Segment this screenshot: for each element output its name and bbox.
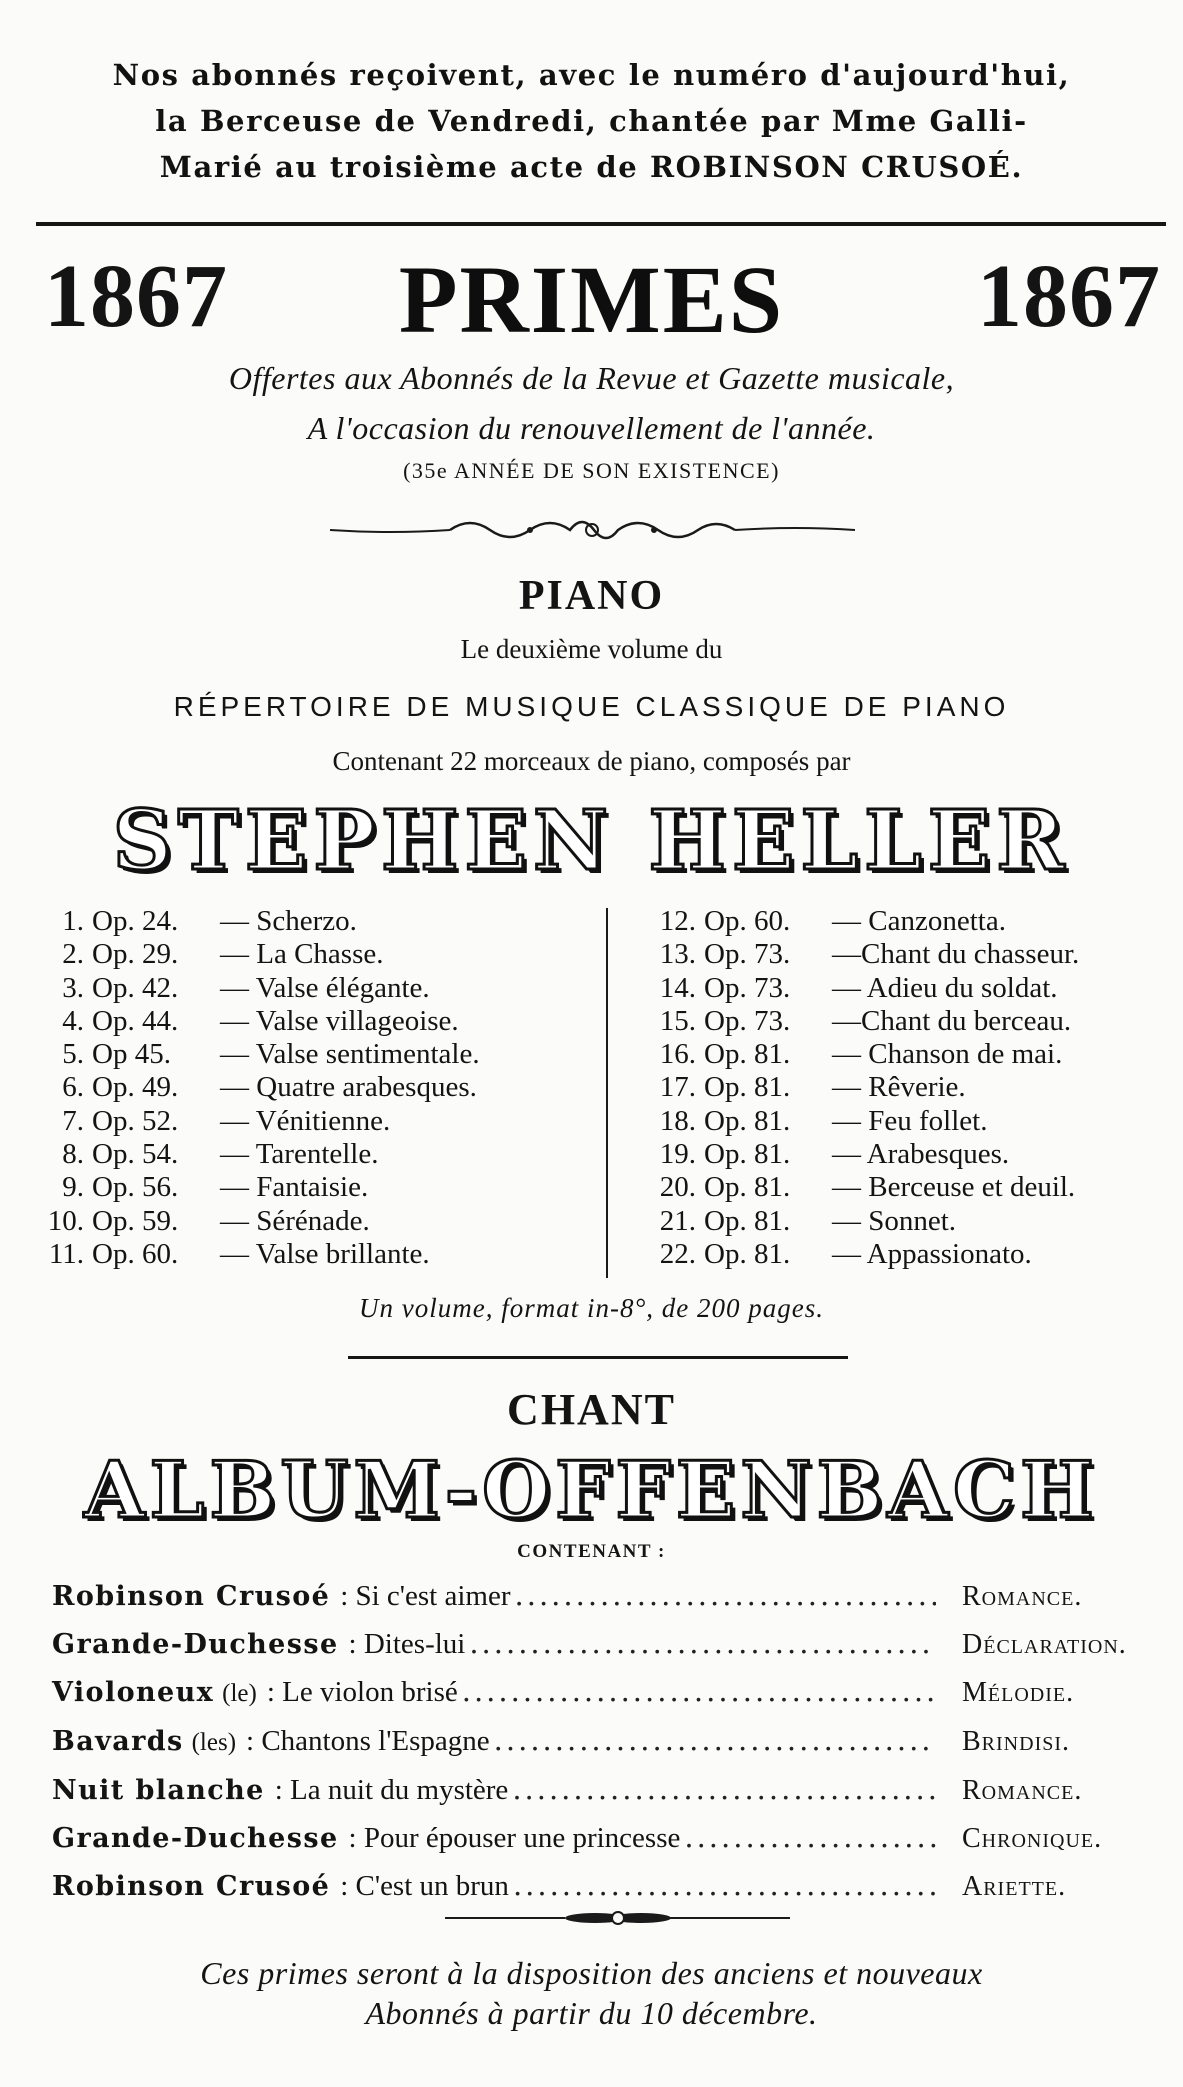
dot-leader	[490, 1717, 936, 1763]
piece-opus: Op. 81.	[704, 1204, 791, 1237]
song-title: : Si c'est aimer	[340, 1580, 511, 1612]
piece-title: — Scherzo.	[220, 905, 357, 937]
list-item	[40, 1038, 480, 1071]
list-item	[40, 938, 480, 971]
piece-number: 10.	[47, 1204, 84, 1237]
piece-title: — Rêverie.	[832, 1071, 966, 1104]
song-genre: Romance.	[962, 1581, 1083, 1612]
song-genre: Déclaration.	[962, 1629, 1127, 1660]
piece-number: 12.	[659, 905, 696, 937]
piece-number: 9.	[62, 1171, 84, 1204]
dot-leader	[465, 1620, 936, 1666]
song-opera: Robinson Crusoé	[52, 1581, 331, 1612]
list-item	[52, 1814, 1152, 1862]
list-item	[52, 1572, 1152, 1620]
piece-title: — Canzonetta.	[832, 905, 1006, 937]
composer-name: STEPHEN HELLER	[112, 793, 1071, 889]
piece-title: —Chant du chasseur.	[832, 938, 1080, 971]
list-item	[40, 1238, 480, 1271]
piece-number: 7.	[62, 1104, 84, 1137]
list-item	[652, 1038, 1079, 1071]
piece-number: 19.	[659, 1138, 696, 1171]
piece-opus: Op. 52.	[92, 1104, 179, 1137]
list-item	[40, 1005, 480, 1038]
piece-title: — La Chasse.	[220, 938, 384, 971]
list-item	[40, 1171, 480, 1204]
song-opera: Robinson Crusoé	[52, 1871, 331, 1902]
dot-leader	[509, 1862, 936, 1908]
song-opera: Nuit blanche	[52, 1775, 265, 1806]
contenant-label: CONTENANT :	[517, 1541, 666, 1562]
list-item	[52, 1717, 1152, 1766]
list-item	[40, 1205, 480, 1238]
list-item	[52, 1620, 1152, 1668]
list-item	[52, 1668, 1152, 1717]
piano-heading: PIANO	[518, 573, 665, 619]
piece-opus: Op. 44.	[92, 1004, 179, 1037]
footer-line-1: Ces primes seront à la disposition des anciens et nouveaux	[200, 1955, 983, 1991]
songs-list	[52, 1572, 1152, 1910]
list-item	[652, 1171, 1079, 1204]
dot-leader	[458, 1668, 936, 1714]
pieces-list-left	[40, 905, 480, 1271]
piece-title: — Adieu du soldat.	[832, 971, 1058, 1004]
piece-opus: Op. 81.	[704, 1237, 791, 1270]
list-item	[40, 1105, 480, 1138]
piece-opus: Op. 81.	[704, 1104, 791, 1137]
piece-opus: Op. 49.	[92, 1071, 179, 1104]
list-item	[652, 1205, 1079, 1238]
song-title: : La nuit du mystère	[274, 1774, 509, 1806]
column-divider	[606, 908, 608, 1278]
piece-number: 4.	[62, 1004, 84, 1037]
year-left: 1867	[44, 247, 228, 346]
piece-title: — Vénitienne.	[220, 1104, 391, 1137]
piece-title: — Feu follet.	[832, 1104, 988, 1137]
section-rule	[348, 1356, 848, 1359]
piece-title: — Valse sentimentale.	[220, 1038, 480, 1071]
volume-format: Un volume, format in-8°, de 200 pages.	[359, 1293, 824, 1323]
dot-leader	[508, 1766, 936, 1812]
list-item	[652, 1071, 1079, 1104]
piece-number: 22.	[659, 1237, 696, 1270]
piano-intro: Le deuxième volume du	[460, 634, 723, 664]
list-item	[40, 1138, 480, 1171]
song-title: : C'est un brun	[340, 1870, 509, 1902]
piece-number: 18.	[659, 1104, 696, 1137]
piece-number: 13.	[659, 938, 696, 971]
list-item	[40, 905, 480, 938]
notice-line-3: Marié au troisième acte de ROBINSON CRUSOÉ.	[159, 150, 1024, 184]
piece-opus: Op. 73.	[704, 938, 791, 971]
piece-opus: Op. 42.	[92, 971, 179, 1004]
piece-title: — Sonnet.	[832, 1204, 957, 1237]
piece-title: — Sérénade.	[220, 1204, 370, 1237]
song-opera: Violoneux	[52, 1677, 215, 1708]
piece-opus: Op. 60.	[92, 1237, 179, 1270]
piece-opus: Op. 59.	[92, 1204, 179, 1237]
piece-opus: Op. 29.	[92, 938, 179, 971]
piece-number: 2.	[62, 938, 84, 971]
album-title: ALBUM-OFFENBACH	[84, 1445, 1099, 1536]
footer-line-2: Abonnés à partir du 10 décembre.	[365, 1995, 818, 2031]
piece-number: 5.	[62, 1038, 84, 1071]
song-title: : Dites-lui	[348, 1628, 466, 1660]
piece-opus: Op. 24.	[92, 905, 179, 937]
piece-title: — Valse brillante.	[220, 1237, 430, 1270]
piece-title: — Arabesques.	[832, 1138, 1010, 1171]
piece-opus: Op. 73.	[704, 1004, 791, 1037]
subscriber-notice	[0, 52, 1183, 190]
song-article: (les)	[191, 1729, 237, 1756]
piece-title: — Chanson de mai.	[832, 1038, 1063, 1071]
list-item	[40, 972, 480, 1005]
list-item	[652, 972, 1079, 1005]
song-genre: Brindisi.	[962, 1726, 1071, 1757]
piano-contents: Contenant 22 morceaux de piano, composés par	[332, 746, 851, 776]
song-title: : Pour épouser une princesse	[348, 1822, 681, 1854]
piece-title: — Quatre arabesques.	[220, 1071, 477, 1104]
piece-number: 6.	[62, 1071, 84, 1104]
song-opera: Bavards	[52, 1726, 184, 1757]
piece-number: 15.	[659, 1004, 696, 1037]
chant-heading: CHANT	[507, 1385, 676, 1434]
song-genre: Mélodie.	[962, 1677, 1075, 1708]
year-right: 1867	[977, 247, 1161, 346]
song-article: (le)	[222, 1680, 257, 1707]
piece-number: 14.	[659, 971, 696, 1004]
piece-opus: Op. 81.	[704, 1071, 791, 1104]
piece-opus: Op. 81.	[704, 1038, 791, 1071]
list-item	[652, 1138, 1079, 1171]
list-item	[52, 1862, 1152, 1910]
notice-line-1: Nos abonnés reçoivent, avec le numéro d'aujourd'hui,	[112, 58, 1071, 92]
piece-title: — Valse villageoise.	[220, 1004, 459, 1037]
ornament-small	[445, 1908, 790, 1928]
list-item	[52, 1766, 1152, 1814]
song-opera: Grande-Duchesse	[52, 1823, 339, 1854]
piece-number: 8.	[62, 1138, 84, 1171]
piece-number: 11.	[48, 1237, 84, 1270]
list-item	[40, 1071, 480, 1104]
piece-number: 1.	[62, 905, 84, 937]
piece-opus: Op 45.	[92, 1038, 171, 1071]
song-genre: Chronique.	[962, 1823, 1103, 1854]
top-rule	[36, 222, 1166, 226]
piece-opus: Op. 56.	[92, 1171, 179, 1204]
piece-title: — Tarentelle.	[220, 1138, 379, 1171]
list-item	[652, 1005, 1079, 1038]
piece-number: 20.	[659, 1171, 696, 1204]
piece-title: — Valse élégante.	[220, 971, 430, 1004]
piece-number: 3.	[62, 971, 84, 1004]
piece-number: 17.	[659, 1071, 696, 1104]
subtitle-line-1: Offertes aux Abonnés de la Revue et Gazette musicale,	[228, 360, 955, 396]
piece-title: — Fantaisie.	[220, 1171, 369, 1204]
primes-title: PRIMES	[398, 246, 785, 353]
piece-opus: Op. 81.	[704, 1138, 791, 1171]
piece-title: — Berceuse et deuil.	[832, 1171, 1076, 1204]
piece-opus: Op. 54.	[92, 1138, 179, 1171]
dot-leader	[511, 1572, 936, 1618]
list-item	[652, 905, 1079, 938]
subtitle-line-2: A l'occasion du renouvellement de l'année.	[307, 410, 876, 446]
list-item	[652, 1105, 1079, 1138]
notice-line-2: la Berceuse de Vendredi, chantée par Mme Galli-	[155, 104, 1028, 138]
song-opera: Grande-Duchesse	[52, 1629, 339, 1660]
piece-title: — Appassionato.	[832, 1237, 1032, 1270]
pieces-list-right	[652, 905, 1079, 1271]
piece-opus: Op. 73.	[704, 971, 791, 1004]
piece-opus: Op. 81.	[704, 1171, 791, 1204]
song-title: : Le violon brisé	[266, 1676, 458, 1708]
piece-opus: Op. 60.	[704, 905, 791, 937]
piece-number: 21.	[659, 1204, 696, 1237]
anniversary-line: (35e ANNÉE DE SON EXISTENCE)	[403, 458, 780, 483]
ornament-divider	[330, 510, 855, 550]
list-item	[652, 938, 1079, 971]
piece-number: 16.	[659, 1038, 696, 1071]
song-genre: Ariette.	[962, 1871, 1067, 1902]
repertoire-title: RÉPERTOIRE DE MUSIQUE CLASSIQUE DE PIANO	[173, 691, 1010, 722]
song-genre: Romance.	[962, 1775, 1083, 1806]
piece-title: —Chant du berceau.	[832, 1004, 1072, 1037]
dot-leader	[680, 1814, 936, 1860]
list-item	[652, 1238, 1079, 1271]
song-title: : Chantons l'Espagne	[246, 1725, 490, 1757]
